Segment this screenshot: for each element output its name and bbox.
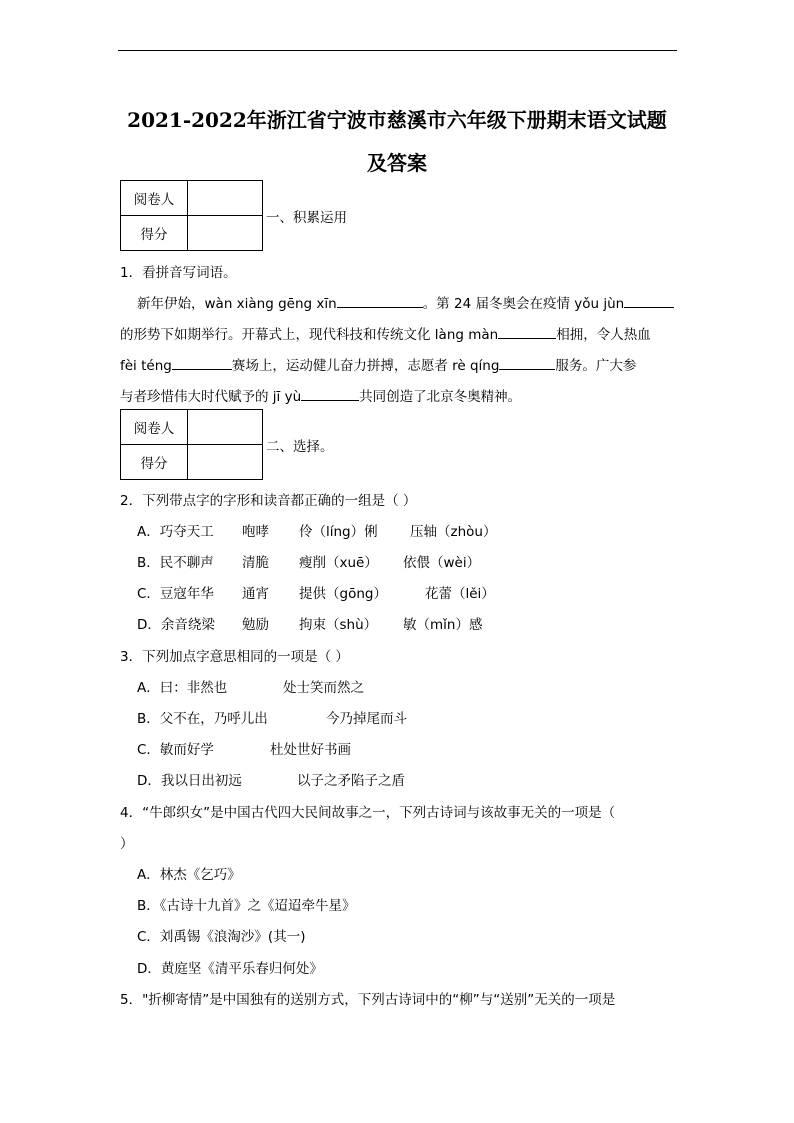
- reviewer-label: 阅卷人: [121, 410, 188, 445]
- page-title: 2021-2022年浙江省宁波市慈溪市六年级下册期末语文试题: [127, 108, 667, 132]
- score-label: 得分: [121, 445, 188, 480]
- option-item: 依偎（wèi）: [403, 555, 481, 571]
- option-item: B．民不聊声: [137, 555, 214, 571]
- q3-stem: 3．下列加点字意思相同的一项是（ ）: [120, 649, 349, 665]
- q1-text: 与者珍惜伟大时代赋予的 jī yù: [120, 389, 302, 405]
- option-item: 压轴（zhòu）: [410, 524, 497, 540]
- score-table-1: [120, 180, 263, 251]
- header-rule: [118, 50, 677, 51]
- score-table-2: [120, 409, 263, 480]
- answer-blank[interactable]: [172, 357, 232, 370]
- reviewer-cell[interactable]: [188, 410, 263, 445]
- answer-blank[interactable]: [337, 295, 423, 308]
- option-item: 以子之矛陷子之盾: [297, 773, 405, 789]
- score-cell[interactable]: [188, 445, 263, 480]
- q1-text: 服务。广大参: [555, 358, 637, 374]
- option-item: 勉励: [242, 617, 269, 633]
- answer-blank[interactable]: [498, 326, 556, 339]
- option-item: 敏（mǐn）感: [403, 617, 483, 633]
- score-cell[interactable]: [188, 216, 263, 251]
- q1-text: 。第 24 届冬奥会在疫情 yǒu jùn: [422, 296, 625, 312]
- option-item: 拘束（shù）: [299, 617, 378, 633]
- q4-option-d[interactable]: D．黄庭坚《清平乐春归何处》: [137, 961, 323, 977]
- option-item: D．我以日出初远: [137, 773, 242, 789]
- answer-blank[interactable]: [301, 388, 359, 401]
- q1-line-4: [120, 385, 521, 405]
- q2-stem: 2．下列带点字的字形和读音都正确的一组是（ ）: [120, 493, 417, 509]
- option-item: 提供（gōng）: [299, 586, 387, 602]
- q1-text: 赛场上，运动健儿奋力拼搏，志愿者 rè qíng: [231, 358, 500, 374]
- q1-text: 的形势下如期举行。开幕式上，现代科技和传统文化 làng màn: [120, 327, 499, 343]
- reviewer-label: 阅卷人: [121, 181, 188, 216]
- q4-option-a[interactable]: A．林杰《乞巧》: [137, 867, 241, 883]
- option-item: A．巧夺天工: [137, 524, 214, 540]
- section-two-heading: 二、选择。: [266, 439, 334, 455]
- section-one-heading: 一、积累运用: [266, 210, 347, 226]
- option-item: 通宵: [242, 586, 269, 602]
- option-item: A．曰：非然也: [137, 680, 228, 696]
- q1-line-1: [137, 292, 674, 312]
- q4-option-b[interactable]: B．《古诗十九首》之《迢迢牵牛星》: [137, 898, 356, 914]
- option-item: 花蕾（lěi）: [425, 586, 495, 602]
- q1-text: 新年伊始，wàn xiàng gēng xīn: [137, 296, 337, 312]
- option-item: C．豆寇年华: [137, 586, 214, 602]
- q1-line-2: [120, 323, 651, 343]
- q1-text: 共同创造了北京冬奥精神。: [359, 389, 522, 405]
- option-item: C．敏而好学: [137, 742, 214, 758]
- answer-blank[interactable]: [624, 295, 674, 308]
- page-title-cont: 及答案: [367, 151, 427, 175]
- option-item: 清脆: [242, 555, 269, 571]
- answer-blank[interactable]: [499, 357, 555, 370]
- reviewer-cell[interactable]: [188, 181, 263, 216]
- option-item: B．父不在，乃呼儿出: [137, 711, 268, 727]
- option-item: 杜处世好书画: [270, 742, 351, 758]
- q4-stem: 4．“牛郎织女”是中国古代四大民间故事之一，下列古诗词与该故事无关的一项是（: [120, 805, 616, 821]
- q1-line-3: [120, 354, 636, 374]
- q4-stem-cont: ）: [120, 836, 134, 852]
- option-item: 咆哮: [242, 524, 269, 540]
- option-item: D．余音绕梁: [137, 617, 215, 633]
- q1-text: 相拥，令人热血: [556, 327, 651, 343]
- q4-option-c[interactable]: C．刘禹锡《浪淘沙》(其一): [137, 929, 306, 945]
- option-item: 今乃掉尾而斗: [326, 711, 407, 727]
- q1-text: fèi téng: [120, 358, 172, 374]
- option-item: 瘦削（xuē）: [299, 555, 378, 571]
- q5-stem: 5．"折柳寄情”是中国独有的送别方式，下列古诗词中的“柳”与“送别”无关的一项是: [120, 992, 616, 1008]
- option-item: 处士笑而然之: [283, 680, 364, 696]
- score-label: 得分: [121, 216, 188, 251]
- option-item: 伶（líng）俐: [299, 524, 378, 540]
- q1-stem: 1．看拼音写词语。: [120, 265, 237, 281]
